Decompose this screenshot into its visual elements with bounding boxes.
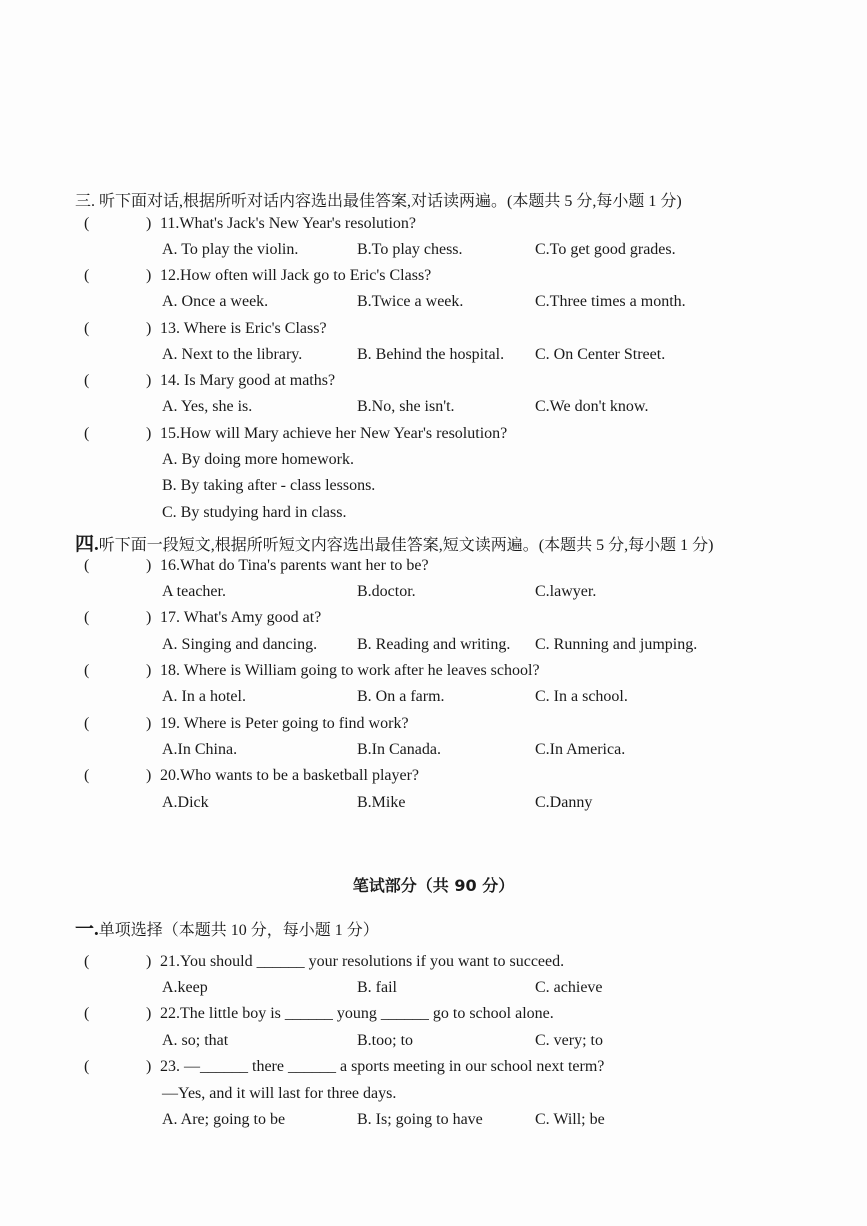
written-part-title: 笔试部分（共 90 分） bbox=[352, 876, 515, 895]
option-c: C.We don't know. bbox=[535, 398, 649, 415]
question-stem: 12.How often will Jack go to Eric's Class? bbox=[160, 267, 432, 284]
answer-paren-right: ) bbox=[146, 215, 152, 232]
option-c: C. By studying hard in class. bbox=[162, 504, 347, 521]
section-3-number: 三. bbox=[75, 193, 96, 210]
question-14-options bbox=[0, 398, 867, 422]
option-a: A. Yes, she is. bbox=[162, 398, 253, 415]
answer-paren-right: ) bbox=[146, 425, 152, 442]
option-a: A. Once a week. bbox=[162, 293, 269, 310]
question-stem: 21.You should ______ your resolutions if you want to succeed. bbox=[160, 953, 565, 970]
answer-paren-left: ( bbox=[84, 767, 90, 784]
option-a: A. so; that bbox=[162, 1032, 229, 1049]
answer-paren-right: ) bbox=[146, 662, 152, 679]
question-19-options bbox=[0, 741, 867, 765]
option-a: A.keep bbox=[162, 979, 208, 996]
answer-paren-right: ) bbox=[146, 1005, 152, 1022]
answer-paren-right: ) bbox=[146, 715, 152, 732]
answer-paren-left: ( bbox=[84, 662, 90, 679]
option-b: B.To play chess. bbox=[357, 241, 463, 258]
answer-paren-right: ) bbox=[146, 1058, 152, 1075]
answer-paren-right: ) bbox=[146, 320, 152, 337]
option-c: C. On Center Street. bbox=[535, 346, 666, 363]
question-stem: 22.The little boy is ______ young ______ go to school alone. bbox=[160, 1005, 554, 1022]
question-stem: 19. Where is Peter going to find work? bbox=[160, 715, 409, 732]
question-stem: 20.Who wants to be a basketball player? bbox=[160, 767, 420, 784]
answer-paren-left: ( bbox=[84, 715, 90, 732]
option-c: C. Will; be bbox=[535, 1111, 605, 1128]
question-21 bbox=[0, 953, 867, 977]
option-b: B. Is; going to have bbox=[357, 1111, 483, 1128]
section-1-number: 一. bbox=[75, 919, 99, 940]
answer-paren-left: ( bbox=[84, 1005, 90, 1022]
option-a: A teacher. bbox=[162, 583, 226, 600]
option-c: C.lawyer. bbox=[535, 583, 597, 600]
question-13-options bbox=[0, 346, 867, 370]
section-4-number: 四. bbox=[75, 534, 99, 555]
answer-paren-right: ) bbox=[146, 557, 152, 574]
question-14 bbox=[0, 372, 867, 396]
option-b: B. Behind the hospital. bbox=[357, 346, 505, 363]
option-c: C. In a school. bbox=[535, 688, 628, 705]
section-4-text: 听下面一段短文,根据所听短文内容选出最佳答案,短文读两遍。(本题共 5 分,每小题 1 分) bbox=[98, 537, 714, 554]
question-17-options bbox=[0, 636, 867, 660]
question-23-options bbox=[0, 1111, 867, 1135]
option-b: B.Twice a week. bbox=[357, 293, 464, 310]
answer-paren-left: ( bbox=[84, 267, 90, 284]
answer-paren-left: ( bbox=[84, 372, 90, 389]
option-a: A.Dick bbox=[162, 794, 209, 811]
option-c: C. Running and jumping. bbox=[535, 636, 698, 653]
question-19 bbox=[0, 715, 867, 739]
option-a: A.In China. bbox=[162, 741, 238, 758]
question-stem: 16.What do Tina's parents want her to be? bbox=[160, 557, 429, 574]
question-11-options bbox=[0, 241, 867, 265]
option-b: B.Mike bbox=[357, 794, 406, 811]
question-23 bbox=[0, 1058, 867, 1082]
question-13 bbox=[0, 320, 867, 344]
answer-paren-right: ) bbox=[146, 267, 152, 284]
question-16-options bbox=[0, 583, 867, 607]
option-a: A. By doing more homework. bbox=[162, 451, 354, 468]
question-15 bbox=[0, 425, 867, 449]
section-1-text: 单项选择（本题共 10 分，每小题 1 分） bbox=[98, 922, 379, 939]
option-a: A. Next to the library. bbox=[162, 346, 303, 363]
question-17 bbox=[0, 609, 867, 633]
answer-paren-left: ( bbox=[84, 425, 90, 442]
question-stem: 15.How will Mary achieve her New Year's resolution? bbox=[160, 425, 508, 442]
answer-paren-right: ) bbox=[146, 767, 152, 784]
question-stem: 11.What's Jack's New Year's resolution? bbox=[160, 215, 417, 232]
question-11 bbox=[0, 215, 867, 239]
option-c: C. very; to bbox=[535, 1032, 603, 1049]
question-stem: 14. Is Mary good at maths? bbox=[160, 372, 336, 389]
option-b: B.too; to bbox=[357, 1032, 414, 1049]
question-16 bbox=[0, 557, 867, 581]
option-a: A. Are; going to be bbox=[162, 1111, 286, 1128]
answer-paren-right: ) bbox=[146, 609, 152, 626]
question-12 bbox=[0, 267, 867, 291]
option-b: B.In Canada. bbox=[357, 741, 441, 758]
question-22-options bbox=[0, 1032, 867, 1056]
option-c: C.Danny bbox=[535, 794, 593, 811]
question-stem: 18. Where is William going to work after he leaves school? bbox=[160, 662, 540, 679]
question-stem: 17. What's Amy good at? bbox=[160, 609, 322, 626]
question-stem: 23. —______ there ______ a sports meeting in our school next term? bbox=[160, 1058, 605, 1075]
option-b: B. Reading and writing. bbox=[357, 636, 511, 653]
question-22 bbox=[0, 1005, 867, 1029]
option-b: B. By taking after - class lessons. bbox=[162, 477, 376, 494]
option-b: B.No, she isn't. bbox=[357, 398, 455, 415]
dialogue-reply: —Yes, and it will last for three days. bbox=[162, 1085, 397, 1102]
option-a: A. Singing and dancing. bbox=[162, 636, 318, 653]
answer-paren-right: ) bbox=[146, 372, 152, 389]
option-c: C.In America. bbox=[535, 741, 626, 758]
section-4-heading bbox=[75, 529, 713, 556]
option-c: C.To get good grades. bbox=[535, 241, 676, 258]
question-20 bbox=[0, 767, 867, 791]
option-a: A. In a hotel. bbox=[162, 688, 246, 705]
section-3-text: 听下面对话,根据所听对话内容选出最佳答案,对话读两遍。(本题共 5 分,每小题 1 分) bbox=[95, 193, 682, 210]
section-1-heading bbox=[75, 914, 379, 941]
option-b: B.doctor. bbox=[357, 583, 416, 600]
answer-paren-right: ) bbox=[146, 953, 152, 970]
option-c: C.Three times a month. bbox=[535, 293, 686, 310]
question-20-options bbox=[0, 794, 867, 818]
option-c: C. achieve bbox=[535, 979, 603, 996]
answer-paren-left: ( bbox=[84, 953, 90, 970]
answer-paren-left: ( bbox=[84, 320, 90, 337]
option-b: B. On a farm. bbox=[357, 688, 445, 705]
option-b: B. fail bbox=[357, 979, 397, 996]
question-18-options bbox=[0, 688, 867, 712]
question-21-options bbox=[0, 979, 867, 1003]
question-stem: 13. Where is Eric's Class? bbox=[160, 320, 327, 337]
question-18 bbox=[0, 662, 867, 686]
section-3-heading bbox=[75, 188, 682, 211]
question-12-options bbox=[0, 293, 867, 317]
answer-paren-left: ( bbox=[84, 1058, 90, 1075]
answer-paren-left: ( bbox=[84, 215, 90, 232]
answer-paren-left: ( bbox=[84, 557, 90, 574]
answer-paren-left: ( bbox=[84, 609, 90, 626]
option-a: A. To play the violin. bbox=[162, 241, 299, 258]
